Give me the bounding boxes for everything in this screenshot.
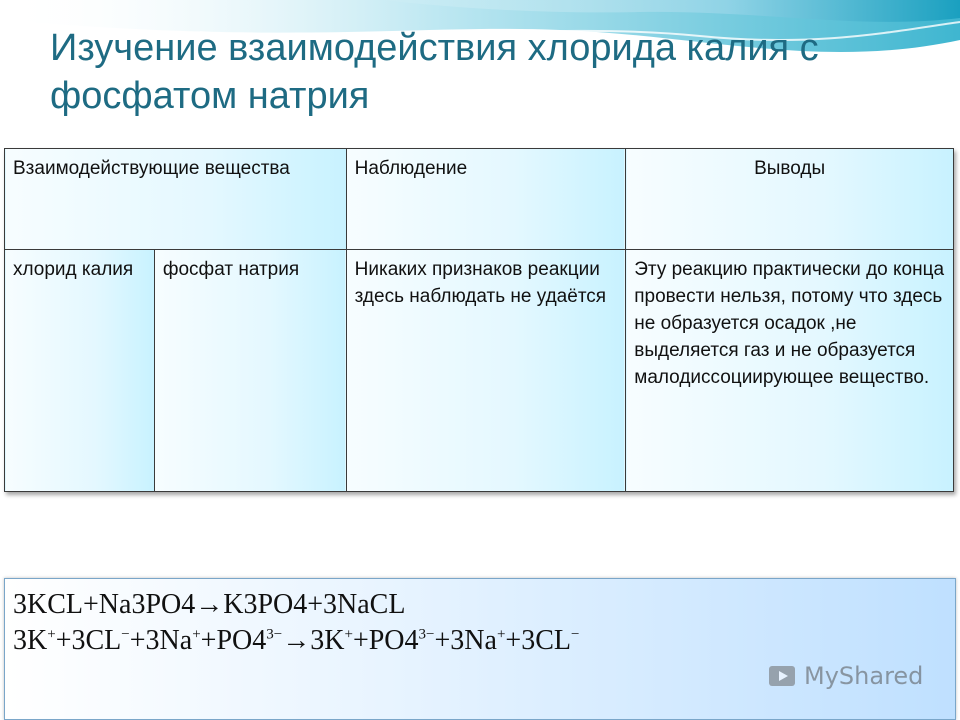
ion-charge: +	[47, 626, 56, 643]
equation-term: +3Na	[129, 625, 193, 656]
equation-term: +PO4	[352, 625, 419, 656]
cell-conclusion: Эту реакцию практически до конца провести нельзя, потому что здесь не образуется осадок ,не выделяется газ и не образуется малодиссоциирующее вещество.	[626, 250, 954, 492]
ion-charge: 3−	[266, 626, 283, 643]
equation-term: 3K	[13, 625, 48, 656]
header-substances: Взаимодействующие вещества	[5, 149, 347, 250]
ionic-equation	[13, 625, 579, 657]
equation-term: →3K	[282, 625, 345, 656]
table-header-row	[5, 149, 954, 250]
equation-term: +3CL	[55, 625, 122, 656]
ion-charge: +	[192, 626, 201, 643]
molecular-equation: 3KCL+Na3PO4→K3PO4+3NaCL	[13, 589, 406, 620]
ion-charge: −	[121, 626, 130, 643]
equation-term: +PO4	[200, 625, 267, 656]
header-observation: Наблюдение	[346, 149, 626, 250]
watermark-text: MyShared	[804, 662, 924, 690]
cell-observation: Никаких признаков реакции здесь наблюдать не удаётся	[346, 250, 626, 492]
header-conclusions: Выводы	[626, 149, 954, 250]
equations-box	[4, 578, 956, 720]
myshared-logo-icon	[768, 663, 798, 689]
ion-charge: 3−	[418, 626, 435, 643]
equation-term: +3CL	[505, 625, 571, 656]
experiment-table	[4, 148, 954, 492]
ion-charge: −	[571, 626, 580, 643]
table-row	[5, 250, 954, 492]
ion-charge: +	[496, 626, 506, 643]
slide-title: Изучение взаимодействия хлорида калия с фосфатом натрия	[50, 27, 819, 117]
watermark	[768, 660, 928, 692]
equation-term: +3Na	[434, 625, 497, 656]
cell-substance-sodium-phosphate: фосфат натрия	[154, 250, 346, 492]
ion-charge: +	[344, 626, 353, 643]
cell-substance-potassium-chloride: хлорид калия	[5, 250, 155, 492]
